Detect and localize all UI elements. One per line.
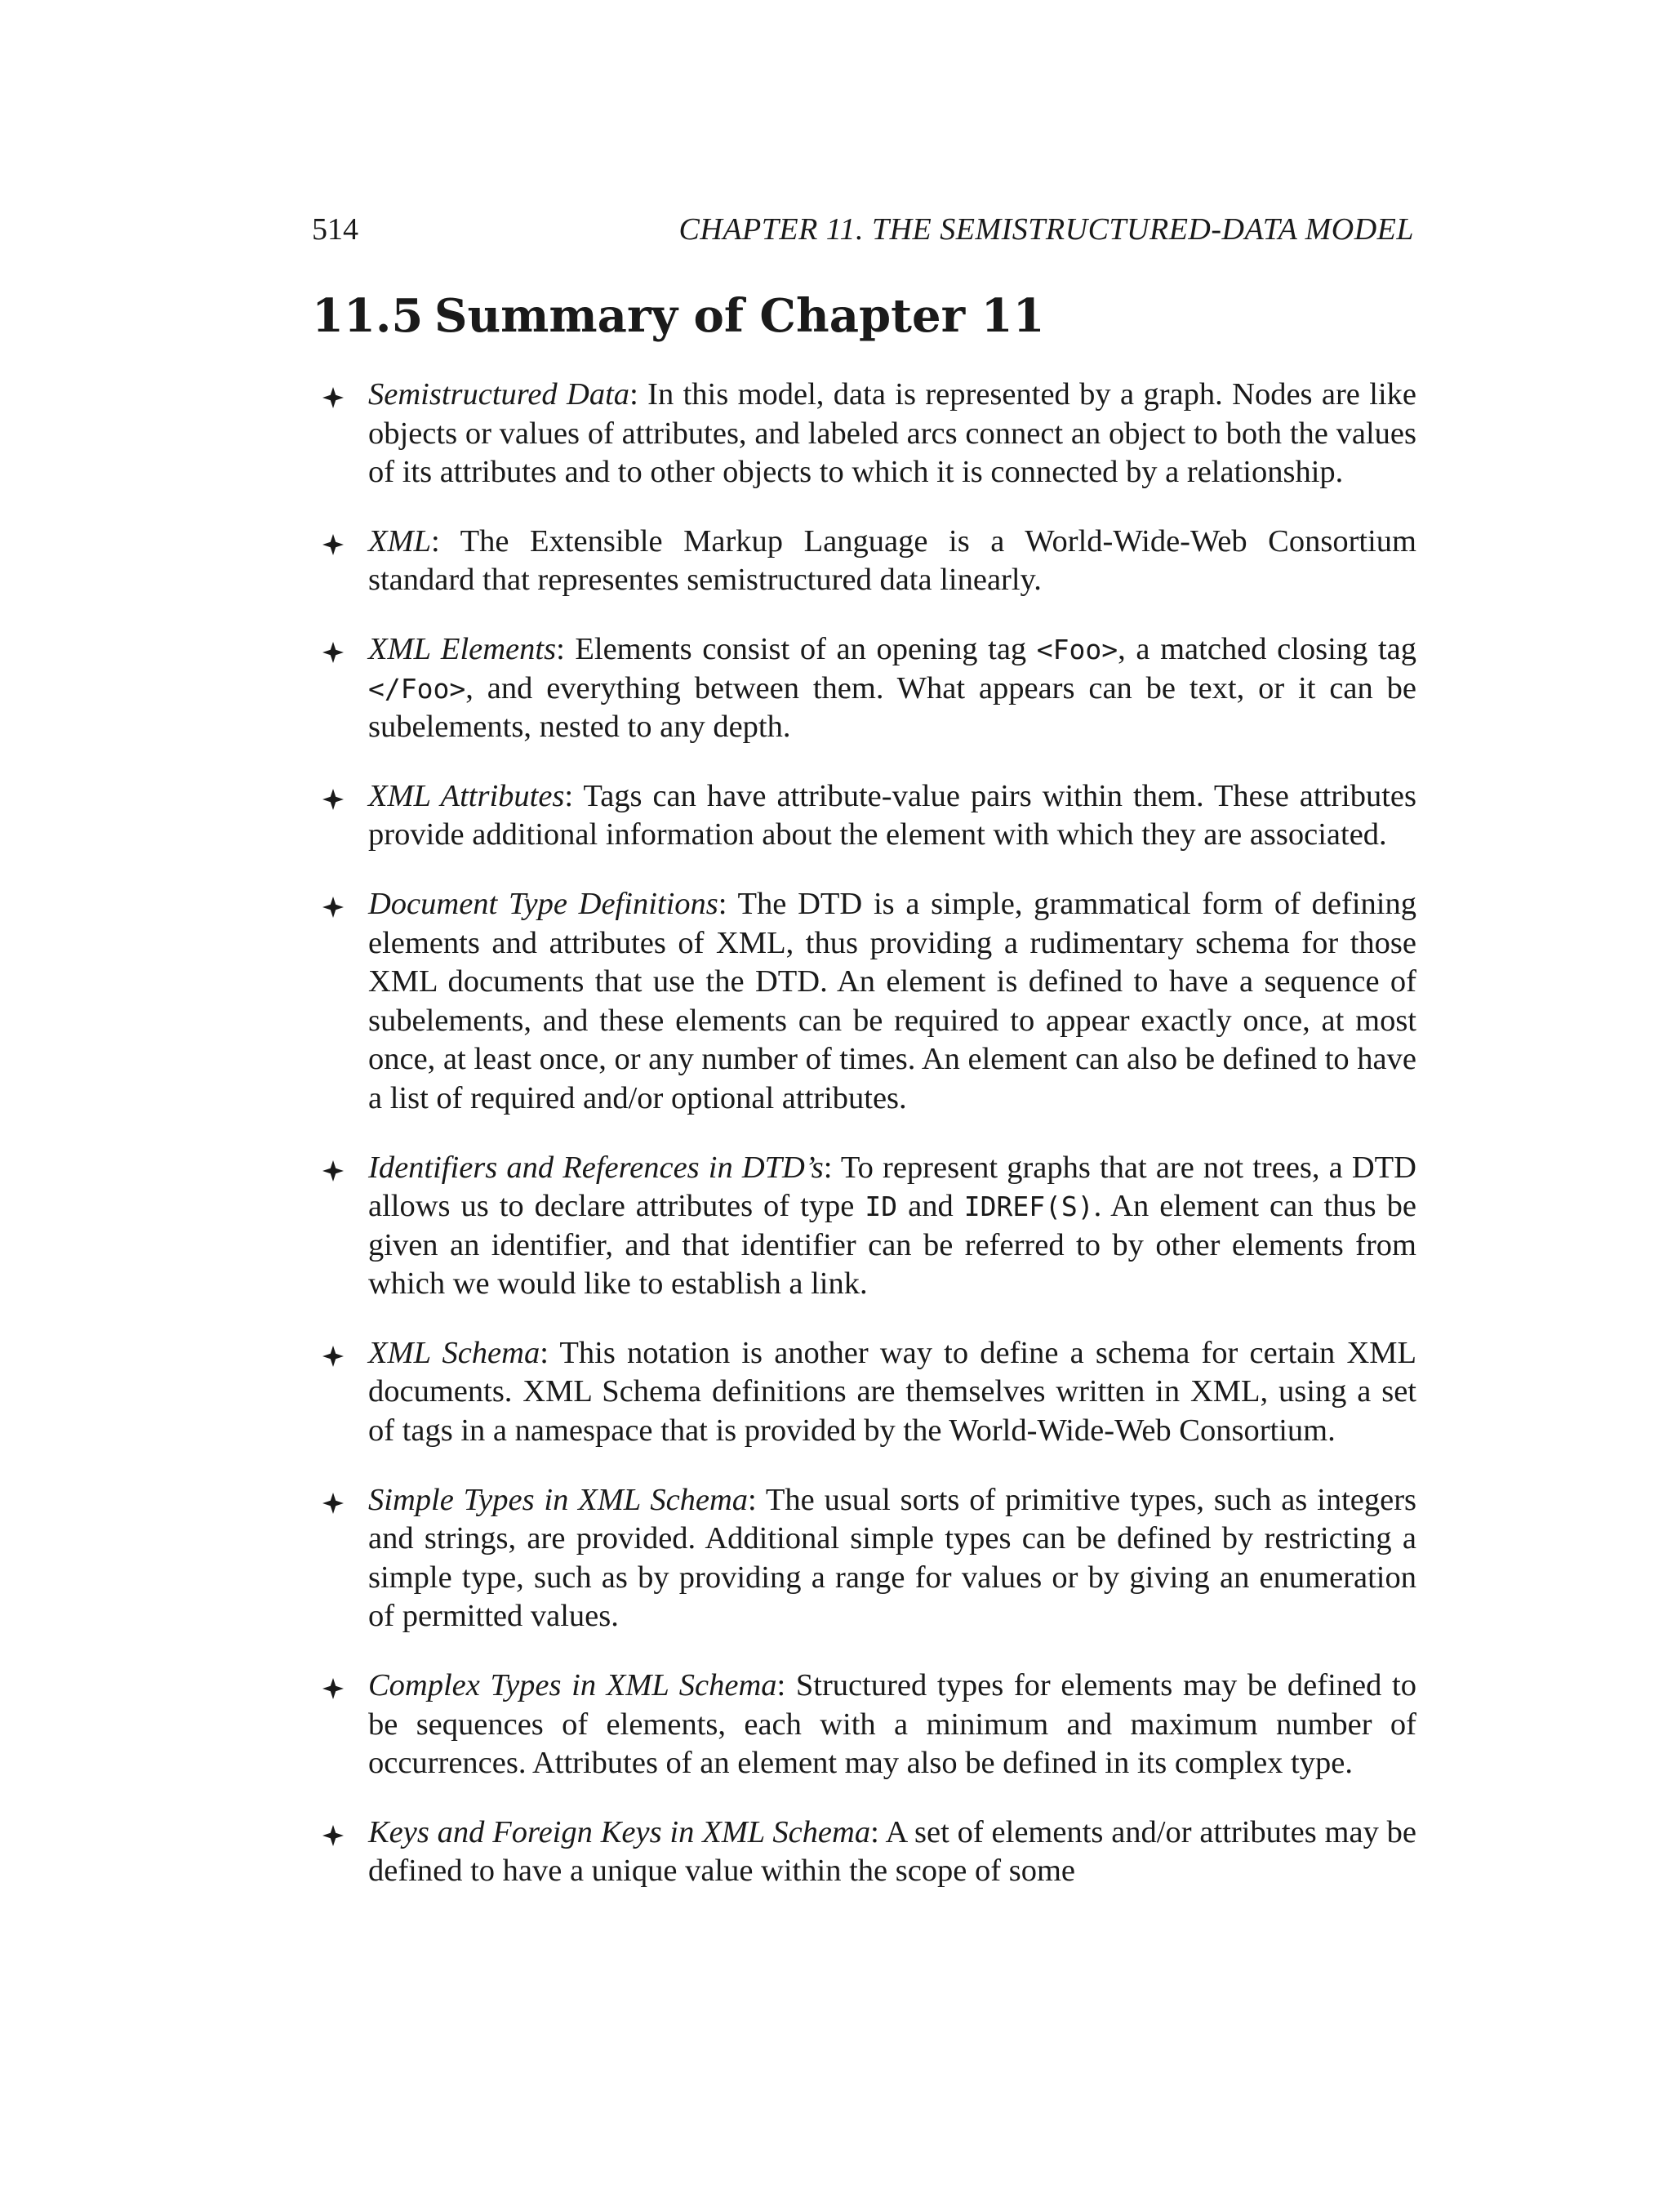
summary-item-complex-types <box>322 1667 1416 1783</box>
item-colon: : <box>776 1668 786 1703</box>
summary-item-xml-schema <box>322 1334 1416 1451</box>
item-text: The DTD is a simple, grammatical form of defining elements and attributes of XML, thus providing a rudimentary schema for those XML documents that use the DTD. An element is defined to have a sequence of subelements, and these elements can be required to appear exactly once, at most once, at least once, or any number of times. An element can also be defined to have a list of required and/or optional attributes. <box>368 886 1416 1115</box>
item-text: The usual sorts of primitive types, such as integers and strings, are provided. Additional simple types can be defined by restricting a simple type, such as by providing a range for values or by giving an enumeration of permitted values. <box>368 1482 1416 1634</box>
item-text: A set of elements and/or attributes may be defined to have a unique value within the scope of some <box>368 1814 1416 1889</box>
item-colon: : <box>823 1150 833 1185</box>
item-text: This notation is another way to define a schema for certain XML documents. XML Schema definitions are themselves written in XML, using a set of tags in a namespace that is provided by the World-Wide-Web Consortium. <box>368 1335 1416 1449</box>
item-colon: : <box>748 1482 757 1517</box>
item-colon: : <box>870 1814 879 1849</box>
item-text: and <box>897 1189 964 1224</box>
item-colon: : <box>556 631 565 666</box>
section-title: Summary of Chapter 11 <box>434 289 1045 343</box>
four-point-star-icon <box>322 1160 344 1182</box>
four-point-star-icon <box>322 1825 344 1846</box>
item-term: Keys and Foreign Keys in XML Schema <box>368 1814 871 1849</box>
summary-item-keys-and-foreign-keys <box>322 1814 1416 1891</box>
summary-item-xml-elements <box>322 630 1416 747</box>
code-id-type: ID <box>865 1191 898 1223</box>
four-point-star-icon <box>322 897 344 918</box>
four-point-star-icon <box>322 387 344 408</box>
four-point-star-icon <box>322 1493 344 1514</box>
code-opening-tag: <Foo> <box>1036 633 1118 665</box>
item-colon: : <box>718 886 727 921</box>
item-term: Semistructured Data <box>368 377 630 412</box>
summary-item-semistructured-data <box>322 376 1416 492</box>
code-closing-tag: </Foo> <box>368 672 466 705</box>
item-text: , and everything between them. What appears can be text, or it can be subelements, nested to any depth. <box>368 670 1416 745</box>
item-colon: : <box>431 523 440 559</box>
item-text: Elements consist of an opening tag <box>564 631 1037 666</box>
summary-item-xml <box>322 523 1416 600</box>
four-point-star-icon <box>322 1678 344 1699</box>
item-text: . An element can thus be given an identifier, and that identifier can be referred to by other elements from which we would like to establish a link. <box>368 1189 1416 1302</box>
item-text: Structured types for elements may be defined to be sequences of elements, each with a minimum and maximum number of occurrences. Attributes of an element may also be defined in its complex type. <box>368 1668 1416 1781</box>
item-term: XML Elements <box>368 631 557 666</box>
running-title: CHAPTER 11. THE SEMISTRUCTURED-DATA MODEL <box>678 212 1414 247</box>
four-point-star-icon <box>322 789 344 810</box>
item-term: XML Attributes <box>368 778 565 813</box>
item-term: Simple Types in XML Schema <box>368 1482 749 1517</box>
four-point-star-icon <box>322 534 344 555</box>
item-term: XML Schema <box>368 1335 540 1370</box>
item-text: Tags can have attribute-value pairs within them. These attributes provide additional information about the element with which they are associated. <box>368 778 1417 852</box>
item-colon: : <box>629 377 638 412</box>
summary-item-simple-types <box>322 1481 1416 1636</box>
four-point-star-icon <box>322 1346 344 1367</box>
summary-item-identifiers-and-references <box>322 1149 1416 1304</box>
summary-item-xml-attributes <box>322 777 1416 855</box>
item-term: XML <box>368 523 431 559</box>
item-colon: : <box>564 778 574 813</box>
item-text: To represent graphs that are not trees, a DTD allows us to declare attributes of type <box>368 1150 1416 1224</box>
item-term: Document Type Definitions <box>368 886 718 921</box>
section-number: 11.5 <box>312 289 424 343</box>
item-text: The Extensible Markup Language is a World-Wide-Web Consortium standard that representes semistructured data linearly. <box>368 523 1416 598</box>
item-term: Identifiers and References in DTD’s <box>368 1150 824 1185</box>
running-head <box>312 209 1414 250</box>
item-colon: : <box>540 1335 549 1370</box>
item-text: , a matched closing tag <box>1118 631 1416 666</box>
code-idrefs-type: IDREF(S) <box>963 1191 1094 1223</box>
item-term: Complex Types in XML Schema <box>368 1668 777 1703</box>
page-number: 514 <box>312 212 358 247</box>
summary-list <box>322 376 1416 1921</box>
four-point-star-icon <box>322 642 344 663</box>
summary-item-document-type-definitions <box>322 885 1416 1119</box>
section-heading <box>312 287 1045 345</box>
item-text: In this model, data is represented by a graph. Nodes are like objects or values of attributes, and labeled arcs connect an object to both the values of its attributes and to other objects to which it is connected by a relationship. <box>368 377 1416 490</box>
